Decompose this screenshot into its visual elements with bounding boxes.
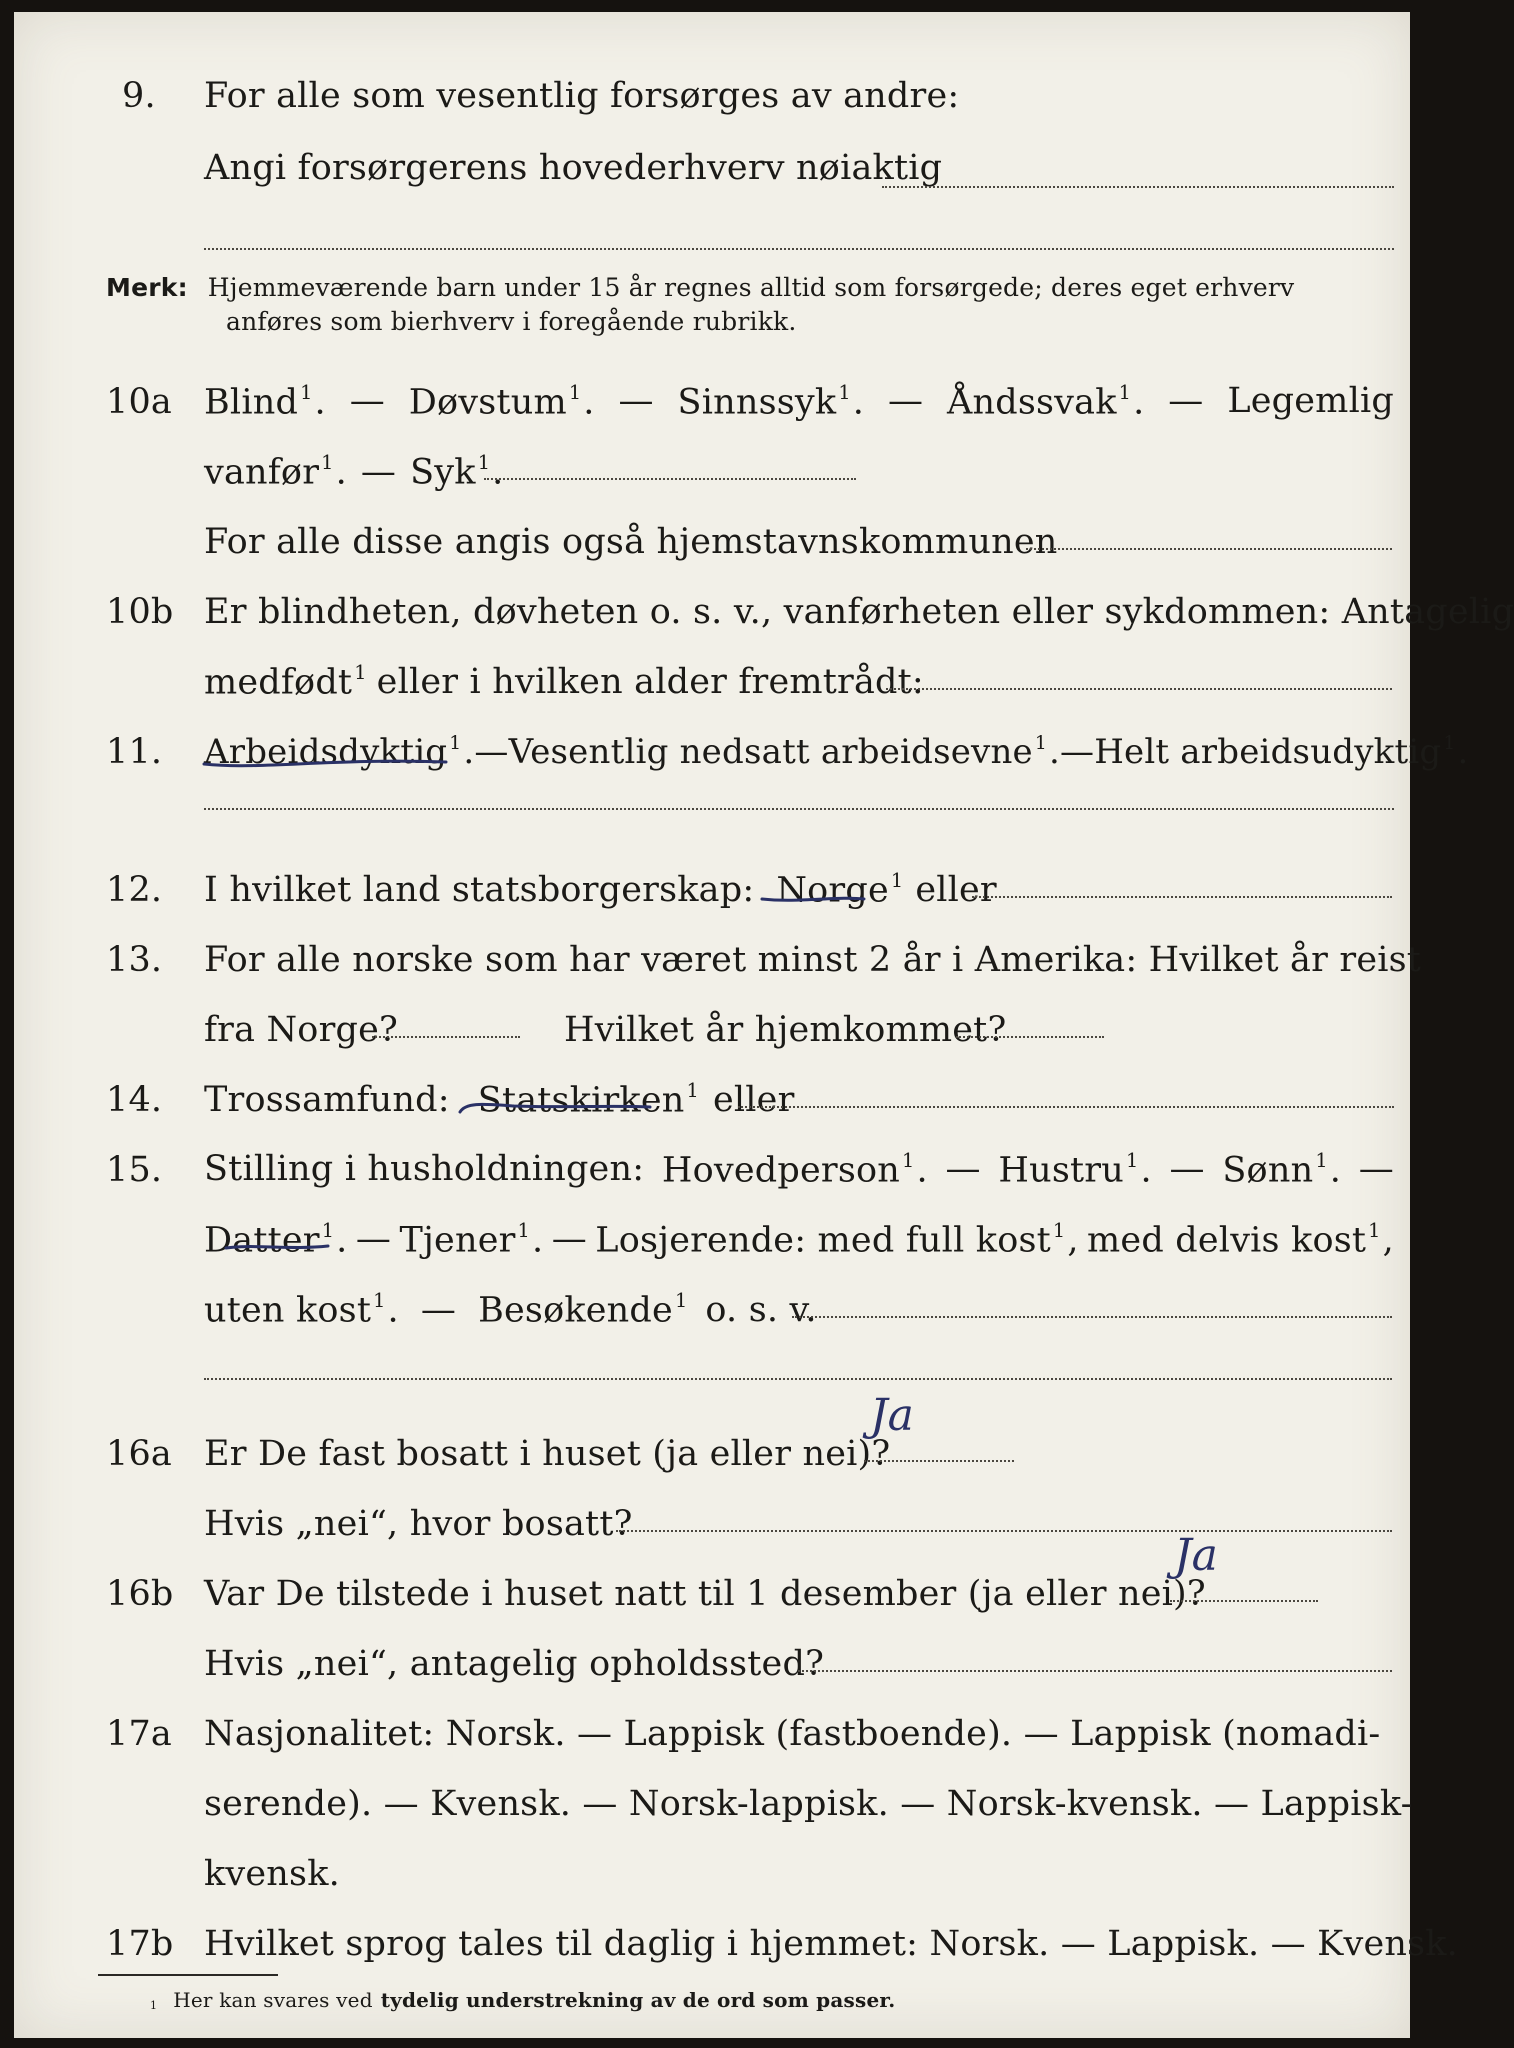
question-number: 9. xyxy=(122,76,156,116)
handwritten-underline xyxy=(222,1236,332,1256)
question-text: I hvilket land statsborgerskap: xyxy=(204,870,755,910)
question-text: kvensk. xyxy=(204,1854,340,1894)
option-arbeidsdyktig[interactable]: Arbeidsdyktig $^1$. xyxy=(204,732,475,772)
question-number: 14. xyxy=(106,1080,163,1120)
option-besokende[interactable]: Besøkende $^1$ xyxy=(478,1288,688,1330)
question-text: Nasjonalitet: Norsk. — Lappisk (fastboende). — Lappisk (nomadi- xyxy=(204,1714,1381,1754)
question-number: 15. xyxy=(106,1150,163,1190)
separator: — xyxy=(945,1148,981,1189)
question-text: Hvilket år hjemkommet? xyxy=(564,1010,1007,1050)
answer-line[interactable] xyxy=(798,1670,1392,1672)
option-row xyxy=(204,381,1394,422)
question-10a-line-2 xyxy=(204,430,904,492)
question-number: 17b xyxy=(106,1924,174,1964)
option-andssvak[interactable]: Åndssvak $^1$. xyxy=(947,380,1145,422)
separator: — xyxy=(551,1218,587,1259)
footnote xyxy=(148,1982,1148,2012)
question-number: 10b xyxy=(106,592,174,632)
answer-line[interactable] xyxy=(1170,1600,1318,1602)
option-vanfor[interactable]: vanfør $^1$. xyxy=(204,450,347,492)
question-number: 17a xyxy=(106,1714,173,1754)
option-blind[interactable]: Blind $^1$. xyxy=(204,380,326,422)
option-full-kost[interactable]: Losjerende: med full kost $^1$, xyxy=(595,1218,1079,1260)
answer-line[interactable] xyxy=(792,1316,1392,1318)
option-legemlig[interactable]: Legemlig xyxy=(1227,380,1394,421)
question-14-line xyxy=(106,1058,1394,1120)
option-sonn[interactable]: Sønn $^1$. xyxy=(1222,1148,1342,1190)
question-15-line-3 xyxy=(204,1268,1004,1330)
separator: — xyxy=(360,452,397,492)
note-label: Merk: xyxy=(106,273,188,302)
option-tjener[interactable]: Tjener $^1$. xyxy=(399,1218,544,1260)
separator: — xyxy=(1168,380,1204,421)
handwritten-answer: Ja xyxy=(1174,1530,1218,1581)
note-text: anføres som bierhverv i foregående rubrikk. xyxy=(226,307,797,336)
question-text: Hvis „nei“, hvor bosatt? xyxy=(204,1504,633,1544)
question-17b-line xyxy=(106,1902,1458,1964)
option-row xyxy=(204,1219,1394,1260)
option-hustru[interactable]: Hustru $^1$. xyxy=(998,1148,1152,1190)
question-13-line-1 xyxy=(106,918,1422,980)
question-10b-line-2 xyxy=(204,640,1394,702)
question-number: 16b xyxy=(106,1574,174,1614)
handwritten-underline xyxy=(200,750,450,774)
question-text: Stilling i husholdningen: xyxy=(204,1148,645,1189)
question-text: Hvilket sprog tales til daglig i hjemmet: Norsk. — Lappisk. — Kvensk. xyxy=(204,1924,1458,1964)
answer-line[interactable] xyxy=(886,688,1392,690)
option-row xyxy=(204,1149,1394,1190)
question-text: Er De fast bosatt i huset (ja eller nei)? xyxy=(204,1434,891,1474)
question-13-line-2 xyxy=(204,988,1394,1050)
option-hovedperson[interactable]: Hovedperson $^1$. xyxy=(661,1148,928,1190)
question-text: Er blindheten, døvheten o. s. v., vanførheten eller sykdommen: Antagelig xyxy=(204,592,1514,632)
question-text: For alle disse angis også hjemstavnskommunen xyxy=(204,522,1058,562)
answer-line[interactable] xyxy=(484,478,856,480)
footnote-mark: 1 xyxy=(150,1999,158,2012)
question-17a-line-3 xyxy=(204,1832,604,1894)
separator: — xyxy=(355,1218,392,1259)
answer-line[interactable] xyxy=(1026,548,1392,550)
question-17a-line-2 xyxy=(204,1762,1413,1824)
separator: — xyxy=(887,380,924,421)
answer-line[interactable] xyxy=(956,1036,1104,1038)
question-16a-line-1 xyxy=(106,1412,1394,1474)
question-15-line-2 xyxy=(204,1198,1394,1260)
answer-line[interactable] xyxy=(204,1378,1392,1380)
note-line-1 xyxy=(106,268,1396,302)
footnote-text: Her kan svares ved xyxy=(173,1988,373,2012)
option-sinnssyk[interactable]: Sinnssyk $^1$. xyxy=(677,380,865,422)
question-9-line-2 xyxy=(204,126,1394,188)
question-text: For alle norske som har været minst 2 år i Amerika: Hvilket år reist xyxy=(204,940,1422,980)
option-datter[interactable]: Datter $^1$. xyxy=(204,1218,348,1260)
question-text: fra Norge? xyxy=(204,1010,398,1050)
question-10b-line-1 xyxy=(106,570,1514,632)
question-number: 13. xyxy=(106,940,163,980)
question-text: eller xyxy=(915,870,997,910)
separator: — xyxy=(1059,732,1095,772)
question-text: eller i hvilken alder fremtrådt: xyxy=(376,662,924,702)
question-10a-line-3 xyxy=(204,500,1394,562)
answer-line[interactable] xyxy=(204,248,1394,250)
option-statskirken[interactable]: Statskirken $^1$ xyxy=(477,1078,699,1120)
option-norge[interactable]: Norge $^1$ xyxy=(776,868,904,910)
question-text: serende). — Kvensk. — Norsk-lappisk. — Norsk-kvensk. — Lappisk- xyxy=(204,1784,1413,1824)
question-number: 10a xyxy=(106,382,173,422)
note-line-2 xyxy=(226,302,1326,336)
footnote-text-bold: tydelig understrekning av de ord som passer. xyxy=(380,1988,896,2012)
separator: — xyxy=(349,380,385,421)
option-dovstum[interactable]: Døvstum $^1$. xyxy=(408,380,595,422)
answer-line[interactable] xyxy=(738,1106,1394,1108)
answer-line[interactable] xyxy=(616,1530,1392,1532)
question-text: Var De tilstede i huset natt til 1 desember (ja eller nei)? xyxy=(204,1574,1206,1614)
answer-line[interactable] xyxy=(882,186,1394,188)
handwritten-underline xyxy=(758,890,868,908)
separator: — xyxy=(420,1290,457,1330)
handwritten-underline xyxy=(454,1096,654,1118)
question-text: eller xyxy=(712,1080,795,1120)
separator: — xyxy=(618,380,654,421)
question-9-line-1 xyxy=(122,54,1392,116)
census-form-page xyxy=(14,12,1514,2038)
separator: — xyxy=(1169,1148,1205,1189)
answer-line[interactable] xyxy=(972,896,1392,898)
question-number: 11. xyxy=(106,732,163,772)
question-text: Trossamfund: xyxy=(204,1080,450,1120)
option-uten-kost[interactable]: uten kost $^1$. xyxy=(204,1288,399,1330)
note-text: Hjemmeværende barn under 15 år regnes alltid som forsørgede; deres eget erhverv xyxy=(207,273,1295,302)
option-syk[interactable]: Syk $^1$. xyxy=(410,450,504,492)
answer-line[interactable] xyxy=(204,808,1394,810)
question-number: 16a xyxy=(106,1434,173,1474)
handwritten-answer: Ja xyxy=(870,1390,914,1441)
question-text: Hvis „nei“, antagelig opholdssted? xyxy=(204,1644,825,1684)
question-text: Angi forsørgerens hovederhverv nøiaktig xyxy=(204,148,943,188)
question-15-line-1 xyxy=(106,1128,1394,1190)
footnote-rule xyxy=(98,1974,278,1976)
question-16b-line-2 xyxy=(204,1622,1394,1684)
question-10a-line-1 xyxy=(106,360,1394,422)
question-text: o. s. v. xyxy=(705,1290,817,1330)
option-nedsatt[interactable]: Vesentlig nedsatt arbeidsevne $^1$. xyxy=(508,732,1060,772)
separator: — xyxy=(474,732,509,772)
question-12-line xyxy=(106,848,1394,910)
question-number: 12. xyxy=(106,870,163,910)
answer-line[interactable] xyxy=(864,1460,1014,1462)
option-arbeidsudyktig[interactable]: Helt arbeidsudyktig $^1$. xyxy=(1094,732,1469,772)
separator: — xyxy=(1358,1148,1394,1189)
question-17a-line-1 xyxy=(106,1692,1394,1754)
option-delvis-kost[interactable]: med delvis kost $^1$, xyxy=(1087,1218,1394,1260)
question-text: For alle som vesentlig forsørges av andre: xyxy=(204,76,960,116)
answer-line[interactable] xyxy=(372,1036,520,1038)
option-medfodt[interactable]: medfødt $^1$ xyxy=(204,660,367,702)
